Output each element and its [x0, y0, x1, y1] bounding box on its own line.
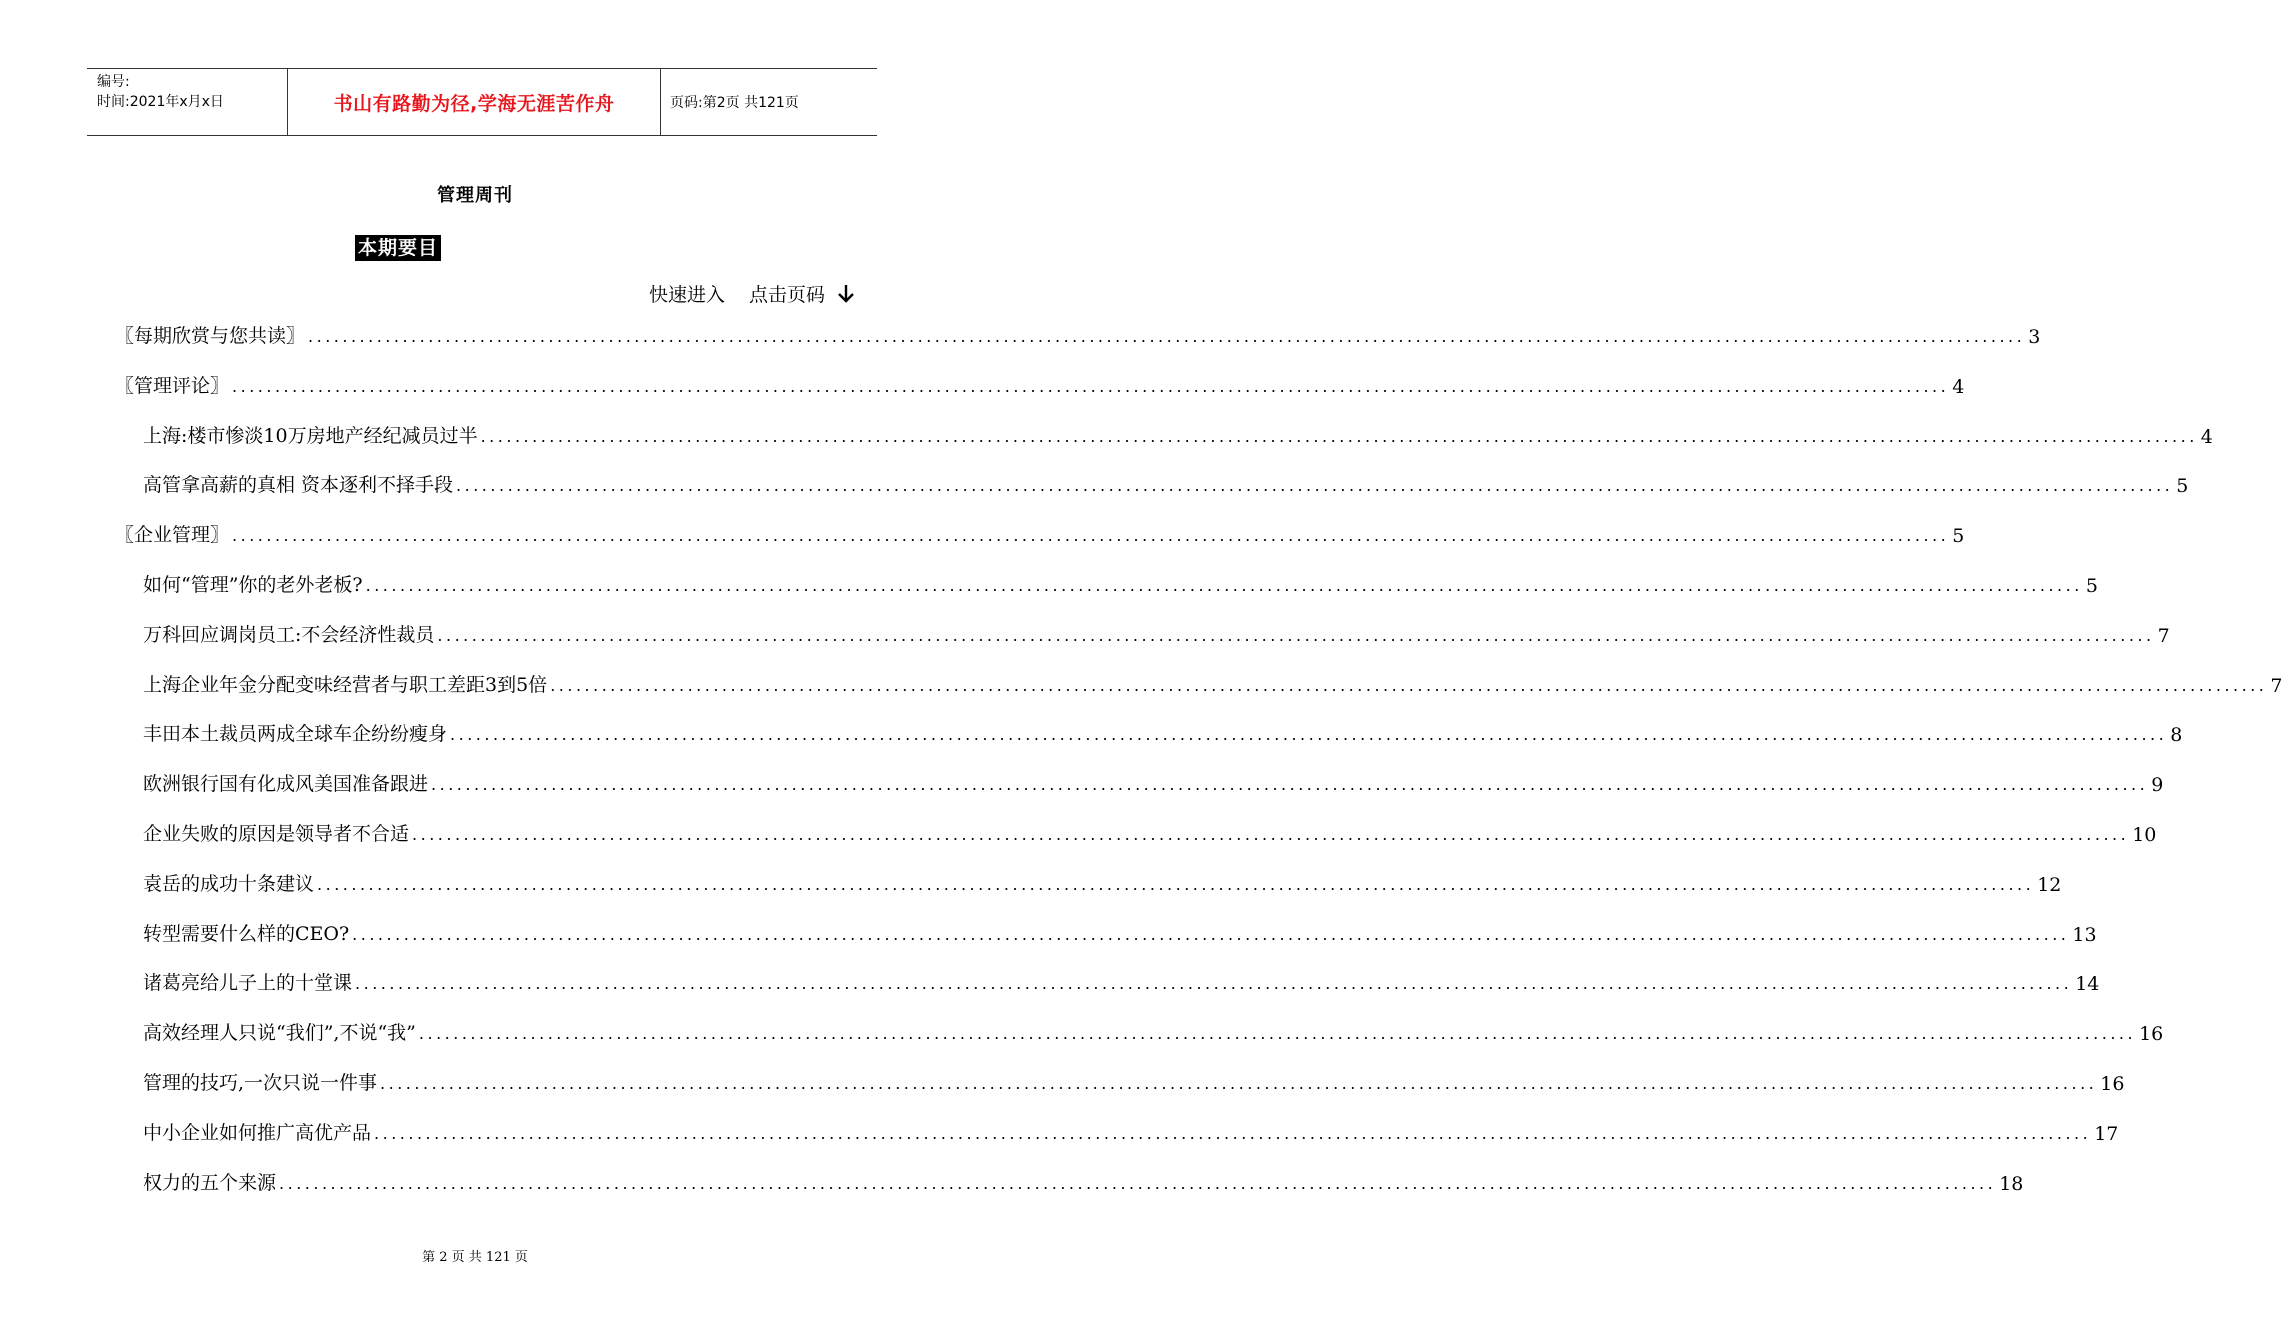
toc-entry-title[interactable]: 上海企业年金分配变味经营者与职工差距3到5倍	[143, 673, 548, 696]
toc-page-number[interactable]: 5	[1952, 525, 1965, 548]
toc-page-number[interactable]: 12	[2037, 873, 2062, 896]
toc-entry-title[interactable]: 企业失败的原因是领导者不合适	[143, 823, 410, 845]
toc-leader-dots: ........................................................................................................................................................................................................	[355, 974, 2073, 994]
toc-page-number[interactable]: 5	[2176, 475, 2189, 498]
header-motto: 书山有路勤为径,学海无涯苦作舟	[288, 69, 661, 135]
page-header	[87, 68, 877, 136]
toc-leader-dots: ........................................................................................................................................................................................................	[317, 874, 2035, 894]
quick-enter-label: 快速进入	[648, 284, 725, 306]
toc-entry-title[interactable]: 欧洲银行国有化成风美国准备跟进	[143, 773, 429, 796]
toc-leader-dots: ........................................................................................................................................................................................................	[450, 725, 2168, 745]
toc-page-number[interactable]: 8	[2170, 724, 2183, 747]
nav-hint	[649, 280, 855, 307]
header-page-info: 页码:第2页 共121页	[670, 95, 799, 111]
toc-entry-title[interactable]: 管理的技巧,一次只说一件事	[143, 1072, 378, 1094]
toc-leader-dots: ........................................................................................................................................................................................................	[412, 825, 2130, 844]
toc-page-number[interactable]: 10	[2132, 824, 2157, 846]
toc-entry-title[interactable]: 高效经理人只说“我们”,不说“我”	[143, 1022, 416, 1045]
header-meta	[87, 69, 288, 135]
toc-entry[interactable]	[143, 467, 2189, 498]
toc-entry-title[interactable]: 中小企业如何推广高优产品	[143, 1121, 372, 1144]
arrow-down-icon	[837, 284, 855, 304]
toc-entry[interactable]	[143, 567, 2098, 597]
toc-entry[interactable]	[115, 318, 2041, 348]
toc-page-number[interactable]: 16	[2100, 1073, 2125, 1095]
toc-page-number[interactable]: 7	[2270, 674, 2282, 697]
toc-entry-title[interactable]: 权力的五个来源	[143, 1171, 277, 1194]
toc-entry[interactable]	[143, 716, 2183, 747]
toc-entry-title[interactable]: 转型需要什么样的CEO?	[143, 922, 350, 945]
document-title: 管理周刊	[437, 185, 513, 206]
toc-entry-title[interactable]: 高管拿高薪的真相 资本逐利不择手段	[143, 474, 454, 497]
toc-leader-dots: ........................................................................................................................................................................................................	[431, 775, 2149, 795]
toc-entry[interactable]	[143, 617, 2170, 647]
time-label: 时间:2021年x月x日	[97, 94, 224, 110]
toc-entry-title[interactable]: 上海:楼市惨淡10万房地产经纪减员过半	[143, 424, 478, 447]
toc-leader-dots: ........................................................................................................................................................................................................	[279, 1173, 1997, 1193]
toc-entry-title[interactable]: 万科回应调岗员工:不会经济性裁员	[143, 623, 435, 646]
toc-leader-dots: ........................................................................................................................................................................................................	[380, 1074, 2098, 1093]
toc-entry-title[interactable]: 〖管理评论〗	[115, 374, 230, 397]
toc-leader-dots: ........................................................................................................................................................................................................	[232, 376, 1950, 396]
toc-page-number[interactable]: 3	[2028, 326, 2041, 348]
toc-entry-title[interactable]: 丰田本土裁员两成全球车企纷纷瘦身	[143, 723, 448, 746]
toc-page-number[interactable]: 9	[2151, 774, 2164, 797]
toc-leader-dots: ........................................................................................................................................................................................................	[232, 526, 1950, 546]
toc-leader-dots: ........................................................................................................................................................................................................	[365, 576, 2083, 595]
toc-page-number[interactable]: 14	[2075, 973, 2100, 996]
toc-leader-dots: ........................................................................................................................................................................................................	[456, 476, 2174, 496]
toc-page-number[interactable]: 17	[2094, 1122, 2119, 1145]
toc-entry[interactable]	[143, 1165, 2024, 1195]
toc-page-number[interactable]: 18	[1999, 1172, 2024, 1195]
toc-leader-dots: ........................................................................................................................................................................................................	[374, 1123, 2092, 1143]
section-title: 本期要目	[355, 235, 441, 261]
toc-entry[interactable]	[143, 866, 2062, 896]
toc-page-number[interactable]: 7	[2157, 624, 2170, 647]
toc-leader-dots: ........................................................................................................................................................................................................	[550, 675, 2268, 695]
toc-leader-dots: ........................................................................................................................................................................................................	[437, 625, 2155, 645]
toc-entry[interactable]	[143, 1065, 2125, 1095]
toc-page-number[interactable]: 16	[2139, 1023, 2164, 1046]
toc-entry[interactable]	[115, 368, 1965, 398]
toc-entry-title[interactable]: 如何“管理”你的老外老板?	[143, 574, 363, 596]
toc-entry[interactable]	[143, 766, 2164, 797]
toc-entry-title[interactable]: 〖企业管理〗	[115, 524, 230, 547]
toc-leader-dots: ........................................................................................................................................................................................................	[418, 1024, 2137, 1044]
toc-entry[interactable]	[143, 965, 2100, 996]
toc-entry[interactable]	[143, 1015, 2164, 1046]
toc-entry[interactable]	[143, 1115, 2119, 1145]
toc-page-number[interactable]: 4	[2200, 425, 2213, 448]
page-footer: 第 2 页 共 121 页	[422, 1250, 528, 1265]
toc-entry[interactable]	[143, 667, 2282, 697]
toc-entry-title[interactable]: 袁岳的成功十条建议	[143, 872, 315, 895]
toc-page-number[interactable]: 5	[2085, 575, 2098, 597]
toc-entry[interactable]	[143, 816, 2157, 846]
toc-page-number[interactable]: 4	[1952, 375, 1965, 398]
toc-page-number[interactable]: 13	[2072, 923, 2097, 946]
toc-entry-title[interactable]: 诸葛亮给儿子上的十堂课	[143, 972, 353, 995]
toc-entry-title[interactable]: 〖每期欣赏与您共读〗	[115, 325, 306, 347]
toc-entry[interactable]	[143, 418, 2213, 448]
number-label: 编号:	[97, 74, 130, 90]
click-page-label: 点击页码	[748, 284, 825, 306]
toc-leader-dots: ........................................................................................................................................................................................................	[480, 426, 2198, 446]
toc-leader-dots: ........................................................................................................................................................................................................	[308, 327, 2026, 346]
toc-entry[interactable]	[143, 916, 2097, 946]
toc-entry[interactable]	[115, 517, 1965, 548]
toc-leader-dots: ........................................................................................................................................................................................................	[352, 924, 2070, 944]
